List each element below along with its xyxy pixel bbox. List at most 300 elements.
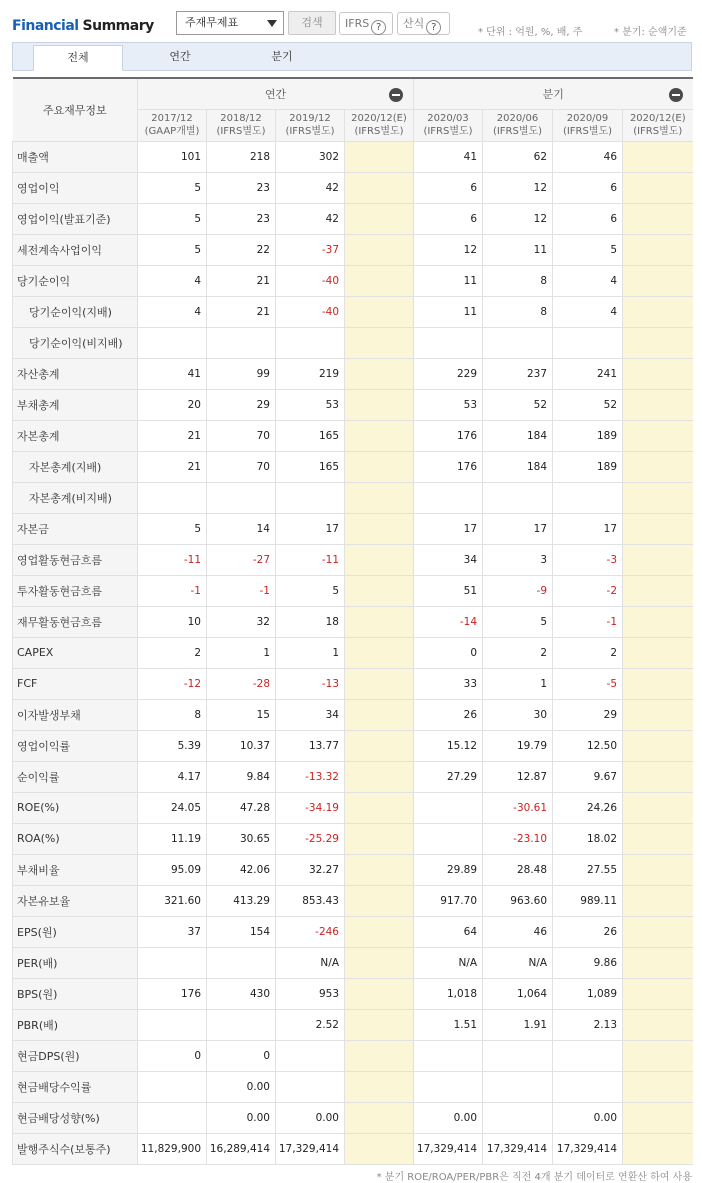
table-row bbox=[13, 327, 693, 358]
row-label: ROE(%) bbox=[13, 792, 138, 823]
table-cell bbox=[623, 699, 693, 730]
table-cell: 4 bbox=[553, 296, 623, 327]
table-cell: 4 bbox=[553, 265, 623, 296]
row-label: 부채총계 bbox=[13, 389, 138, 420]
table-cell: 29 bbox=[207, 389, 276, 420]
table-cell: -1 bbox=[553, 606, 623, 637]
table-cell: 17 bbox=[553, 513, 623, 544]
tab-all[interactable]: 전체 bbox=[33, 45, 123, 71]
table-cell bbox=[623, 1133, 693, 1164]
table-cell: 1 bbox=[483, 668, 553, 699]
table-cell: 184 bbox=[483, 451, 553, 482]
title-summary: Summary bbox=[82, 18, 154, 34]
table-cell bbox=[623, 854, 693, 885]
period-header bbox=[414, 109, 483, 141]
row-label: 매출액 bbox=[13, 141, 138, 172]
table-cell: 176 bbox=[414, 451, 483, 482]
table-cell: 302 bbox=[276, 141, 345, 172]
table-row bbox=[13, 1040, 693, 1071]
tab-annual[interactable]: 연간 bbox=[169, 50, 191, 63]
table-cell: 321.60 bbox=[138, 885, 207, 916]
table-cell bbox=[345, 792, 414, 823]
table-cell: -14 bbox=[414, 606, 483, 637]
row-label: 영업이익률 bbox=[13, 730, 138, 761]
table-cell: 13.77 bbox=[276, 730, 345, 761]
table-cell bbox=[553, 1071, 623, 1102]
table-cell bbox=[345, 730, 414, 761]
table-cell bbox=[623, 203, 693, 234]
period-basis: (IFRS별도) bbox=[633, 126, 683, 137]
table-cell bbox=[345, 141, 414, 172]
table-row bbox=[13, 513, 693, 544]
table-cell: 5 bbox=[483, 606, 553, 637]
table-cell: 32.27 bbox=[276, 854, 345, 885]
table-cell: 41 bbox=[414, 141, 483, 172]
period-date: 2017/12 bbox=[151, 113, 193, 124]
table-cell: 99 bbox=[207, 358, 276, 389]
table-cell: 4.17 bbox=[138, 761, 207, 792]
table-cell: 6 bbox=[553, 172, 623, 203]
table-cell: -23.10 bbox=[483, 823, 553, 854]
table-cell: 11 bbox=[483, 234, 553, 265]
table-cell: 6 bbox=[414, 203, 483, 234]
table-row bbox=[13, 668, 693, 699]
table-cell: 4 bbox=[138, 265, 207, 296]
table-cell: 21 bbox=[207, 265, 276, 296]
table-cell: 95.09 bbox=[138, 854, 207, 885]
table-cell bbox=[345, 916, 414, 947]
table-cell bbox=[623, 761, 693, 792]
table-cell: 0 bbox=[138, 1040, 207, 1071]
table-cell: 41 bbox=[138, 358, 207, 389]
table-cell bbox=[623, 1102, 693, 1133]
table-cell: 17,329,414 bbox=[553, 1133, 623, 1164]
table-cell: 15.12 bbox=[414, 730, 483, 761]
page-title bbox=[12, 18, 154, 34]
table-cell: 8 bbox=[138, 699, 207, 730]
row-label: 현금배당수익률 bbox=[13, 1071, 138, 1102]
table-cell: N/A bbox=[483, 947, 553, 978]
table-cell bbox=[207, 327, 276, 358]
financial-summary-table bbox=[12, 77, 693, 1165]
table-cell: 218 bbox=[207, 141, 276, 172]
table-row bbox=[13, 451, 693, 482]
table-cell: 2 bbox=[138, 637, 207, 668]
table-cell bbox=[345, 327, 414, 358]
table-cell bbox=[276, 1071, 345, 1102]
table-cell: 70 bbox=[207, 451, 276, 482]
table-cell: 2 bbox=[483, 637, 553, 668]
table-cell: 1,064 bbox=[483, 978, 553, 1009]
table-cell bbox=[276, 482, 345, 513]
table-cell: -28 bbox=[207, 668, 276, 699]
period-basis: (IFRS별도) bbox=[216, 126, 266, 137]
table-cell: 30 bbox=[483, 699, 553, 730]
period-date: 2018/12 bbox=[220, 113, 262, 124]
table-cell: 1,018 bbox=[414, 978, 483, 1009]
period-basis: (IFRS별도) bbox=[562, 126, 613, 137]
unit-note: * 단위 : 억원, %, 배, 주 bbox=[478, 27, 583, 38]
row-label: 재무활동현금흐름 bbox=[13, 606, 138, 637]
period-date: 2020/12(E) bbox=[629, 113, 686, 124]
table-row bbox=[13, 699, 693, 730]
table-cell bbox=[623, 451, 693, 482]
table-cell bbox=[345, 1009, 414, 1040]
table-cell: -11 bbox=[138, 544, 207, 575]
row-label: 자산총계 bbox=[13, 358, 138, 389]
table-cell bbox=[207, 1009, 276, 1040]
table-cell bbox=[623, 1071, 693, 1102]
table-cell bbox=[623, 575, 693, 606]
table-cell: 21 bbox=[138, 420, 207, 451]
table-cell bbox=[414, 1040, 483, 1071]
table-cell bbox=[483, 1040, 553, 1071]
table-cell: 18 bbox=[276, 606, 345, 637]
table-cell: 6 bbox=[553, 203, 623, 234]
row-label: 자본총계(지배) bbox=[13, 451, 138, 482]
table-cell: 24.05 bbox=[138, 792, 207, 823]
table-cell: 9.86 bbox=[553, 947, 623, 978]
table-cell: 6 bbox=[414, 172, 483, 203]
row-label: 현금DPS(원) bbox=[13, 1040, 138, 1071]
table-cell bbox=[345, 947, 414, 978]
table-cell: N/A bbox=[414, 947, 483, 978]
row-label: ROA(%) bbox=[13, 823, 138, 854]
table-cell: 5 bbox=[276, 575, 345, 606]
table-cell: -1 bbox=[138, 575, 207, 606]
table-cell bbox=[345, 203, 414, 234]
table-cell bbox=[345, 389, 414, 420]
table-cell bbox=[623, 1009, 693, 1040]
table-cell: 53 bbox=[276, 389, 345, 420]
table-cell: 12 bbox=[483, 172, 553, 203]
table-cell bbox=[345, 482, 414, 513]
table-row bbox=[13, 234, 693, 265]
table-cell: 237 bbox=[483, 358, 553, 389]
period-basis: (IFRS별도) bbox=[285, 126, 335, 137]
row-label: FCF bbox=[13, 668, 138, 699]
table-cell bbox=[483, 1071, 553, 1102]
table-cell: 52 bbox=[483, 389, 553, 420]
table-cell bbox=[414, 1071, 483, 1102]
table-cell: 0 bbox=[414, 637, 483, 668]
table-cell bbox=[345, 761, 414, 792]
table-cell: 17 bbox=[276, 513, 345, 544]
table-cell: 5.39 bbox=[138, 730, 207, 761]
row-label: BPS(원) bbox=[13, 978, 138, 1009]
table-cell bbox=[345, 1040, 414, 1071]
table-cell: 2.52 bbox=[276, 1009, 345, 1040]
table-cell: 27.55 bbox=[553, 854, 623, 885]
table-row bbox=[13, 358, 693, 389]
table-cell: 10.37 bbox=[207, 730, 276, 761]
table-cell bbox=[623, 513, 693, 544]
table-cell: -40 bbox=[276, 265, 345, 296]
row-label: 당기순이익 bbox=[13, 265, 138, 296]
period-header bbox=[483, 109, 553, 141]
table-row bbox=[13, 854, 693, 885]
ifrs-label: IFRS bbox=[345, 17, 370, 30]
search-button[interactable]: 검색 bbox=[288, 11, 336, 35]
table-cell: 21 bbox=[207, 296, 276, 327]
table-cell bbox=[345, 854, 414, 885]
table-cell: 18.02 bbox=[553, 823, 623, 854]
basis-note: * 분기: 순액기준 bbox=[614, 27, 687, 38]
tab-quarterly[interactable]: 분기 bbox=[271, 50, 293, 63]
table-cell: 184 bbox=[483, 420, 553, 451]
period-date: 2020/09 bbox=[566, 113, 609, 124]
row-label: 영업활동현금흐름 bbox=[13, 544, 138, 575]
table-cell bbox=[623, 668, 693, 699]
table-cell: -13 bbox=[276, 668, 345, 699]
period-date: 2020/06 bbox=[496, 113, 539, 124]
table-cell: 1 bbox=[207, 637, 276, 668]
table-cell bbox=[345, 451, 414, 482]
table-cell: 20 bbox=[138, 389, 207, 420]
table-cell bbox=[345, 265, 414, 296]
table-cell bbox=[623, 823, 693, 854]
table-cell: 26 bbox=[414, 699, 483, 730]
table-body bbox=[13, 141, 693, 1164]
table-cell bbox=[345, 668, 414, 699]
table-cell: 853.43 bbox=[276, 885, 345, 916]
table-cell bbox=[623, 730, 693, 761]
table-cell: 0.00 bbox=[553, 1102, 623, 1133]
table-cell: 8 bbox=[483, 296, 553, 327]
table-cell bbox=[483, 482, 553, 513]
table-cell: 46 bbox=[553, 141, 623, 172]
table-cell: 21 bbox=[138, 451, 207, 482]
table-cell bbox=[138, 1071, 207, 1102]
table-cell: 23 bbox=[207, 203, 276, 234]
table-cell bbox=[553, 327, 623, 358]
table-cell: 22 bbox=[207, 234, 276, 265]
table-cell: 5 bbox=[138, 234, 207, 265]
period-header bbox=[345, 109, 414, 141]
table-row bbox=[13, 141, 693, 172]
table-cell: 2 bbox=[553, 637, 623, 668]
table-row bbox=[13, 761, 693, 792]
table-cell: -34.19 bbox=[276, 792, 345, 823]
table-cell: 34 bbox=[276, 699, 345, 730]
table-cell bbox=[623, 885, 693, 916]
table-cell: 16,289,414 bbox=[207, 1133, 276, 1164]
table-cell: 176 bbox=[138, 978, 207, 1009]
quarterly-group-label: 분기 bbox=[542, 87, 564, 101]
table-row bbox=[13, 885, 693, 916]
table-cell: 24.26 bbox=[553, 792, 623, 823]
table-cell bbox=[345, 978, 414, 1009]
table-cell bbox=[623, 606, 693, 637]
table-cell: 413.29 bbox=[207, 885, 276, 916]
table-cell: 953 bbox=[276, 978, 345, 1009]
table-cell: 12.87 bbox=[483, 761, 553, 792]
table-cell: 3 bbox=[483, 544, 553, 575]
table-cell bbox=[623, 420, 693, 451]
table-cell bbox=[623, 792, 693, 823]
table-row bbox=[13, 544, 693, 575]
table-cell: 989.11 bbox=[553, 885, 623, 916]
table-cell bbox=[345, 575, 414, 606]
table-cell: 29.89 bbox=[414, 854, 483, 885]
table-row bbox=[13, 947, 693, 978]
period-date: 2019/12 bbox=[289, 113, 331, 124]
question-icon: ? bbox=[371, 20, 386, 35]
table-cell bbox=[138, 482, 207, 513]
table-cell: 5 bbox=[553, 234, 623, 265]
table-cell: 42 bbox=[276, 203, 345, 234]
period-basis: (GAAP개별) bbox=[144, 126, 200, 137]
annual-group-label: 연간 bbox=[264, 87, 287, 101]
period-date: 2020/03 bbox=[427, 113, 469, 124]
statement-type-select[interactable] bbox=[176, 11, 284, 35]
table-row bbox=[13, 978, 693, 1009]
table-cell: 1,089 bbox=[553, 978, 623, 1009]
table-cell: 46 bbox=[483, 916, 553, 947]
row-label: EPS(원) bbox=[13, 916, 138, 947]
row-label: 자본총계(비지배) bbox=[13, 482, 138, 513]
table-cell: 10 bbox=[138, 606, 207, 637]
table-row bbox=[13, 1133, 693, 1164]
row-label: 이자발생부채 bbox=[13, 699, 138, 730]
table-cell bbox=[623, 172, 693, 203]
table-row bbox=[13, 265, 693, 296]
table-cell: 42 bbox=[276, 172, 345, 203]
table-cell bbox=[623, 265, 693, 296]
table-cell bbox=[138, 327, 207, 358]
table-cell bbox=[623, 916, 693, 947]
table-cell: 28.48 bbox=[483, 854, 553, 885]
table-cell: 12.50 bbox=[553, 730, 623, 761]
table-cell: -12 bbox=[138, 668, 207, 699]
period-tabs bbox=[12, 42, 692, 71]
table-cell bbox=[345, 1071, 414, 1102]
period-basis: (IFRS별도) bbox=[492, 126, 543, 137]
table-cell: 17,329,414 bbox=[483, 1133, 553, 1164]
row-label: 발행주식수(보통주) bbox=[13, 1133, 138, 1164]
table-cell: 37 bbox=[138, 916, 207, 947]
table-cell: 34 bbox=[414, 544, 483, 575]
table-cell: -27 bbox=[207, 544, 276, 575]
formula-help-button[interactable] bbox=[397, 12, 450, 35]
table-cell: 229 bbox=[414, 358, 483, 389]
table-cell: 26 bbox=[553, 916, 623, 947]
period-basis: (IFRS별도) bbox=[423, 126, 473, 137]
row-label: CAPEX bbox=[13, 637, 138, 668]
table-cell: 17,329,414 bbox=[276, 1133, 345, 1164]
table-row bbox=[13, 575, 693, 606]
table-cell: 189 bbox=[553, 420, 623, 451]
table-cell: 1.51 bbox=[414, 1009, 483, 1040]
table-cell bbox=[623, 978, 693, 1009]
table-cell bbox=[623, 296, 693, 327]
collapse-quarterly-icon[interactable] bbox=[669, 88, 683, 102]
table-cell bbox=[623, 141, 693, 172]
table-cell bbox=[345, 1102, 414, 1133]
table-row bbox=[13, 420, 693, 451]
collapse-annual-icon[interactable] bbox=[389, 88, 403, 102]
table-cell: -5 bbox=[553, 668, 623, 699]
table-cell: 0.00 bbox=[414, 1102, 483, 1133]
table-cell bbox=[138, 947, 207, 978]
table-cell: 8 bbox=[483, 265, 553, 296]
ifrs-help-button[interactable] bbox=[339, 12, 393, 35]
table-cell bbox=[345, 699, 414, 730]
table-cell bbox=[345, 358, 414, 389]
row-label: 자본금 bbox=[13, 513, 138, 544]
table-cell bbox=[623, 234, 693, 265]
table-cell: -37 bbox=[276, 234, 345, 265]
table-row bbox=[13, 1071, 693, 1102]
table-cell: 70 bbox=[207, 420, 276, 451]
period-header bbox=[207, 109, 276, 141]
table-cell: 15 bbox=[207, 699, 276, 730]
row-label: 당기순이익(비지배) bbox=[13, 327, 138, 358]
table-row bbox=[13, 296, 693, 327]
period-header bbox=[276, 109, 345, 141]
table-cell: 23 bbox=[207, 172, 276, 203]
row-label: PBR(배) bbox=[13, 1009, 138, 1040]
table-cell bbox=[345, 885, 414, 916]
row-label: PER(배) bbox=[13, 947, 138, 978]
period-header bbox=[138, 109, 207, 141]
table-cell: 27.29 bbox=[414, 761, 483, 792]
table-cell: 32 bbox=[207, 606, 276, 637]
table-cell bbox=[345, 544, 414, 575]
table-cell: 917.70 bbox=[414, 885, 483, 916]
table-cell: 0.00 bbox=[276, 1102, 345, 1133]
table-cell bbox=[414, 327, 483, 358]
table-cell: -13.32 bbox=[276, 761, 345, 792]
table-cell bbox=[414, 823, 483, 854]
table-cell bbox=[276, 1040, 345, 1071]
table-cell: -30.61 bbox=[483, 792, 553, 823]
table-cell: 30.65 bbox=[207, 823, 276, 854]
table-cell bbox=[623, 327, 693, 358]
table-cell: 9.84 bbox=[207, 761, 276, 792]
table-cell: 4 bbox=[138, 296, 207, 327]
table-cell bbox=[345, 234, 414, 265]
table-cell: -1 bbox=[207, 575, 276, 606]
table-cell bbox=[623, 389, 693, 420]
table-cell bbox=[207, 947, 276, 978]
table-cell: 33 bbox=[414, 668, 483, 699]
table-cell bbox=[553, 482, 623, 513]
row-label: 당기순이익(지배) bbox=[13, 296, 138, 327]
table-cell: 0 bbox=[207, 1040, 276, 1071]
table-cell: -11 bbox=[276, 544, 345, 575]
table-row bbox=[13, 606, 693, 637]
table-cell: 1 bbox=[276, 637, 345, 668]
table-cell: 42.06 bbox=[207, 854, 276, 885]
table-cell bbox=[623, 947, 693, 978]
table-row bbox=[13, 482, 693, 513]
row-label: 세전계속사업이익 bbox=[13, 234, 138, 265]
table-cell: -3 bbox=[553, 544, 623, 575]
table-cell: -9 bbox=[483, 575, 553, 606]
table-row bbox=[13, 637, 693, 668]
table-cell: 11 bbox=[414, 296, 483, 327]
table-cell: 52 bbox=[553, 389, 623, 420]
table-cell: 62 bbox=[483, 141, 553, 172]
table-row bbox=[13, 389, 693, 420]
row-label: 자본총계 bbox=[13, 420, 138, 451]
table-cell: -40 bbox=[276, 296, 345, 327]
title-financial: Financial bbox=[12, 18, 79, 34]
table-cell: 219 bbox=[276, 358, 345, 389]
table-cell: 165 bbox=[276, 451, 345, 482]
row-label: 자본유보율 bbox=[13, 885, 138, 916]
